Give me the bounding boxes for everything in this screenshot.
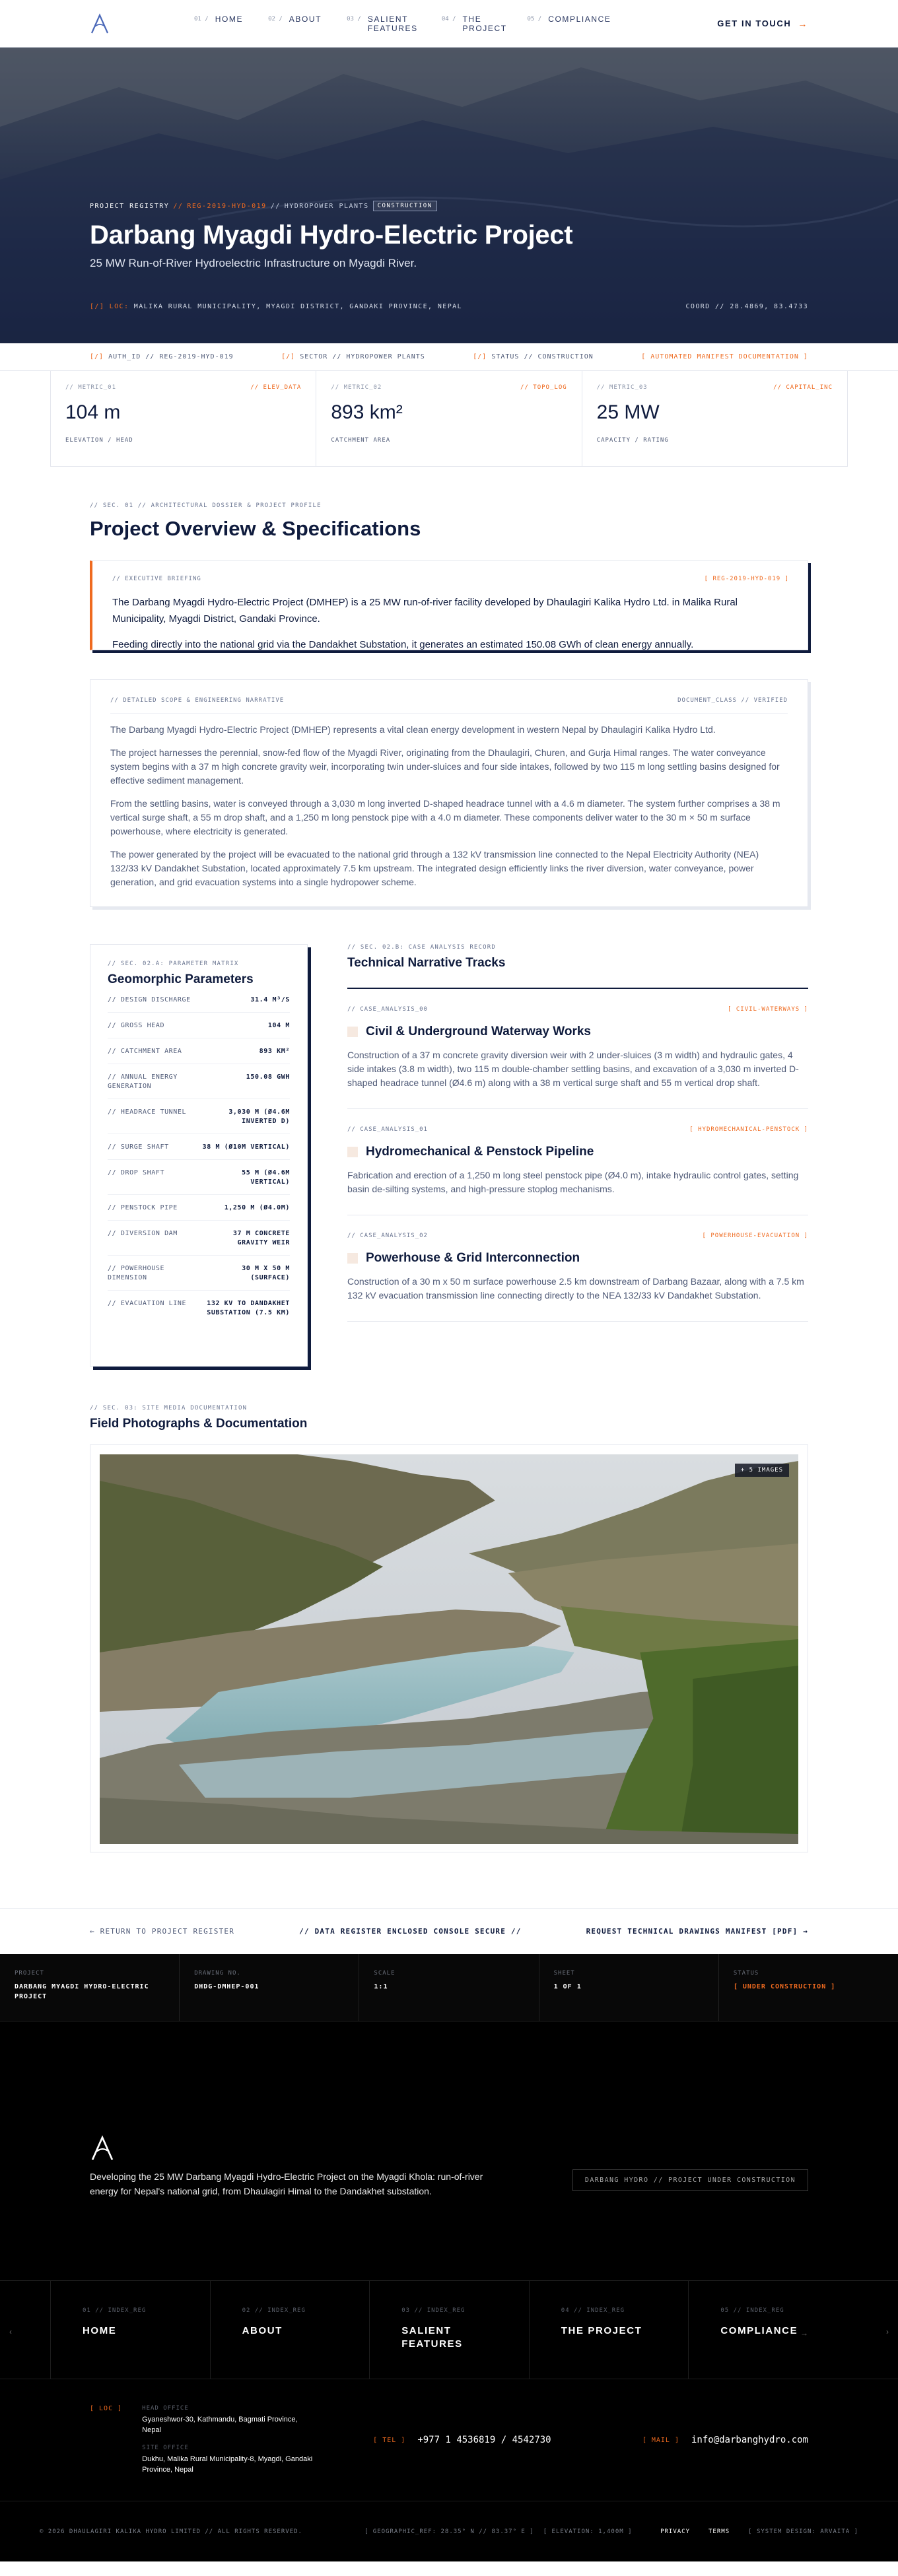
main-nav — [194, 14, 611, 33]
hero-location-bar — [90, 303, 808, 310]
nav-num: 04 / — [441, 15, 456, 22]
detail-paragraph: From the settling basins, water is conveyed through a 3,030 m long inverted D-shaped headrace tunnel with a 4.6 m diameter. The system further comprises a 38 m vertical surge shaft, a 55 m drop shaft, and a 1,250 m long penstock pipe with a 4.0 m diameter. These components deliver water to the 30 m × 50 m surface powerhouse, where electricity is generated. — [110, 798, 780, 836]
params-title: Geomorphic Parameters — [108, 972, 254, 986]
footer-bottom — [0, 2501, 898, 2561]
nav-about[interactable] — [268, 15, 322, 24]
footer-description: Developing the 25 MW Darbang Myagdi Hydro-Electric Project on the Myagdi Khola: run-of-river energy for Nepal's national grid, from Dhaulagiri Himal to the Dandakhet substation. — [90, 2171, 483, 2196]
footer-nav-label: SALIENT FEATURES — [401, 2325, 463, 2350]
sector-text: SECTOR // HYDROPOWER PLANTS — [300, 353, 425, 360]
param-value: 132 KV TO DANDAKHET SUBSTATION (7.5 KM) — [207, 1300, 290, 1316]
strip-key: SHEET — [553, 1970, 575, 1977]
param-key: // EVACUATION LINE — [108, 1300, 187, 1307]
mail-block — [642, 2435, 808, 2445]
footer-nav-label: HOME — [83, 2325, 117, 2336]
footer-nav — [0, 2280, 898, 2379]
hero-content — [90, 201, 808, 270]
footer-nav-label: COMPLIANCE — [720, 2325, 798, 2336]
track-text: Construction of a 37 m concrete gravity diversion weir with 2 under-sluices (3 m width) and hydraulic gates, 4 side intakes (3.8 m width), two 115 m double-chamber settling basins, and excavation of a 3,030 m inverted D-shaped headrace tunnel (Ø4.6 m) along with a 38 m vertical surge shaft and 55 m vertical drop shaft. — [347, 1050, 799, 1088]
elevation: [ ELEVATION: 1,400M ] — [543, 2528, 633, 2535]
hero-meta — [90, 201, 808, 211]
site-office-address: Dukhu, Malika Rural Municipality-8, Myagdi, Gandaki Province, Nepal — [142, 2455, 313, 2474]
phone-link[interactable]: +977 1 4536819 / 4542730 — [417, 2435, 551, 2445]
metrics-row — [50, 371, 848, 467]
param-value: 37 M CONCRETE GRAVITY WEIR — [232, 1230, 290, 1246]
metric-id: // METRIC_02 — [331, 384, 382, 391]
param-row — [108, 1064, 290, 1099]
param-value: 893 KM² — [259, 1048, 290, 1055]
copyright: © 2026 DHAULAGIRI KALIKA HYDRO LIMITED // ALL RIGHTS RESERVED. — [40, 2528, 302, 2535]
email-link[interactable]: info@darbanghydro.com — [691, 2435, 808, 2445]
metric-value: 25 MW — [596, 401, 660, 423]
square-icon — [347, 1027, 358, 1037]
image-count-badge[interactable]: + 5 IMAGES — [735, 1464, 789, 1477]
logo-icon[interactable] — [90, 2135, 115, 2161]
nav-num: 05 / — [527, 15, 542, 22]
nav-label: COMPLIANCE — [548, 14, 611, 24]
brief-id: [ REG-2019-HYD-019 ] — [704, 576, 789, 582]
param-key: // DROP SHAFT — [108, 1169, 165, 1176]
strip-value: DARBANG MYAGDI HYDRO-ELECTRIC PROJECT — [15, 1983, 149, 2000]
square-icon — [347, 1147, 358, 1157]
geographic-ref: [ GEOGRAPHIC_REF: 28.35° N // 83.37° E ] — [364, 2528, 534, 2535]
square-icon — [347, 1253, 358, 1264]
param-value: 150.08 GWH — [246, 1073, 290, 1081]
track-header — [347, 1006, 808, 1013]
track-tag: [ CIVIL-WATERWAYS ] — [728, 1006, 808, 1013]
strip-key: PROJECT — [15, 1970, 44, 1977]
footer-status-badge: DARBANG HYDRO // PROJECT UNDER CONSTRUCTION — [572, 2169, 808, 2191]
parameter-matrix — [90, 944, 308, 1367]
brief-tag: // EXECUTIVE BRIEFING — [112, 576, 201, 582]
section-tag: // SEC. 02.B: CASE ANALYSIS RECORD — [347, 944, 497, 951]
nav-label: THE PROJECT — [462, 14, 507, 33]
section-tag: // SEC. 03: SITE MEDIA DOCUMENTATION — [90, 1405, 248, 1411]
coordinates: COORD // 28.4869, 83.4733 — [685, 303, 808, 310]
track-item — [347, 1109, 808, 1215]
strip-key: DRAWING NO. — [194, 1970, 241, 1977]
chevron-right-icon: › — [886, 2327, 889, 2336]
overview-section — [0, 467, 898, 907]
param-row — [108, 1013, 290, 1038]
manifest-link[interactable]: [ AUTOMATED MANIFEST DOCUMENTATION ] — [641, 353, 808, 360]
nav-label: ABOUT — [289, 14, 322, 24]
request-drawings-link[interactable]: REQUEST TECHNICAL DRAWINGS MANIFEST [PDF] → — [586, 1927, 808, 1936]
section-tag: // SEC. 01 // ARCHITECTURAL DOSSIER & PROJECT PROFILE — [90, 502, 322, 509]
registry-label: PROJECT REGISTRY — [90, 202, 170, 210]
strip-cell — [719, 1954, 898, 2021]
track-title — [347, 1025, 808, 1039]
nav-num: 01 / — [194, 15, 209, 22]
nav-home[interactable] — [194, 15, 243, 24]
param-value: 31.4 M³/S — [250, 996, 290, 1003]
track-tag: [ HYDROMECHANICAL-PENSTOCK ] — [689, 1126, 808, 1133]
footer-nav-num: 01 // INDEX_REG — [83, 2307, 147, 2314]
strip-cell — [539, 1954, 719, 2021]
footer-nav-label: THE PROJECT — [561, 2325, 642, 2336]
metric-caption: ELEVATION / HEAD — [65, 437, 133, 444]
detail-paragraph: The project harnesses the perennial, snow-fed flow of the Myagdi River, originating from the Dhaulagiri, Churen, and Gurja Himal ranges. The water conveyance system begins with a 37 m high concrete gravity weir, incorporating twin under-sluices and four side intakes, followed by two 115 m long settling basins designed for effective sediment management. — [110, 747, 780, 786]
track-text: Fabrication and erection of a 1,250 m long steel penstock pipe (Ø4.0 m), intake hydraulic control gates, setting basin de-silting systems, and high-pressure stoplog mechanisms. — [347, 1170, 799, 1194]
photos-section — [0, 1405, 898, 1852]
executive-brief — [90, 560, 808, 650]
strip-key: SCALE — [374, 1970, 396, 1977]
address-block — [90, 2405, 314, 2475]
strip-value: DHDG-DMHEP-001 — [194, 1983, 259, 1990]
footer-intro — [0, 2021, 898, 2280]
track-title-text: Hydromechanical & Penstock Pipeline — [366, 1145, 594, 1159]
loc-tag: [/] LOC: — [90, 303, 129, 310]
brief-header — [112, 576, 789, 582]
metric-header — [331, 384, 567, 391]
param-row — [108, 1291, 290, 1325]
strip-value: 1:1 — [374, 1983, 388, 1990]
photo-gallery[interactable] — [90, 1444, 808, 1852]
track-header — [347, 1233, 808, 1239]
metric-tag: // TOPO_LOG — [520, 384, 567, 391]
footer-nav-num: 04 // INDEX_REG — [561, 2307, 625, 2314]
metric-card — [582, 371, 847, 466]
arrow-right-icon: → — [798, 18, 808, 29]
param-row — [108, 1221, 290, 1256]
site-photo[interactable] — [100, 1454, 798, 1844]
track-title-text: Powerhouse & Grid Interconnection — [366, 1251, 580, 1265]
brief-paragraph: The Darbang Myagdi Hydro-Electric Project (DMHEP) is a 25 MW run-of-river facility developed by Dhaulagiri Kalika Hydro Ltd. in Malika Rural Municipality, Myagdi District, Gandaki Province. — [112, 597, 738, 625]
param-row — [108, 1134, 290, 1160]
metric-caption: CATCHMENT AREA — [331, 437, 391, 444]
separator: // — [173, 202, 184, 210]
param-row — [108, 1038, 290, 1064]
param-row — [108, 1160, 290, 1195]
metric-card — [51, 371, 316, 466]
privacy-link[interactable]: PRIVACY — [660, 2528, 691, 2535]
strip-key: STATUS — [733, 1970, 759, 1977]
param-row — [108, 987, 290, 1013]
footer-nav-compliance[interactable] — [688, 2281, 848, 2379]
detail-header — [110, 697, 788, 714]
metric-id: // METRIC_01 — [65, 384, 117, 391]
addresses — [142, 2405, 314, 2475]
logo-icon[interactable] — [90, 13, 110, 34]
location — [90, 303, 462, 310]
strip-value: 1 OF 1 — [553, 1983, 582, 1990]
terms-link[interactable]: TERMS — [708, 2528, 730, 2535]
metric-value: 104 m — [65, 401, 121, 423]
param-value: 104 M — [267, 1022, 290, 1029]
tracks-title: Technical Narrative Tracks — [347, 956, 808, 989]
metric-id: // METRIC_03 — [596, 384, 648, 391]
head-office-address: Gyaneshwor-30, Kathmandu, Bagmati Province, Nepal — [142, 2416, 298, 2434]
cta-label: GET IN TOUCH — [717, 18, 792, 28]
site-office-label: SITE OFFICE — [142, 2445, 189, 2451]
brief-paragraph: Feeding directly into the national grid via the Dandakhet Substation, it generates an estimated 150.08 GWh of clean energy annually. — [112, 639, 694, 650]
param-key: // POWERHOUSE DIMENSION — [108, 1265, 165, 1281]
param-value: 30 M X 50 M (SURFACE) — [242, 1265, 290, 1281]
loc-tag: [ LOC ] — [90, 2405, 123, 2412]
chevron-left-icon: ‹ — [9, 2327, 12, 2336]
strip-value: [ UNDER CONSTRUCTION ] — [733, 1983, 836, 1990]
nav-salient-features[interactable] — [347, 15, 417, 33]
nav-compliance[interactable] — [527, 14, 611, 24]
category-label: HYDROPOWER PLANTS — [284, 202, 369, 210]
hero — [0, 48, 898, 343]
metric-header — [597, 384, 833, 391]
auth-id — [90, 353, 234, 360]
page-title: Darbang Myagdi Hydro-Electric Project — [90, 220, 573, 250]
detail-tag: // DETAILED SCOPE & ENGINEERING NARRATIVE — [110, 697, 285, 704]
param-key: // PENSTOCK PIPE — [108, 1204, 178, 1211]
param-value: 38 M (Ø10M VERTICAL) — [202, 1143, 290, 1151]
section-tag: // SEC. 02.A: PARAMETER MATRIX — [108, 961, 239, 967]
param-key: // SURGE SHAFT — [108, 1143, 169, 1151]
status — [473, 353, 594, 360]
footer-nav-label: ABOUT — [242, 2325, 283, 2336]
param-value: 1,250 M (Ø4.0M) — [224, 1204, 290, 1211]
track-title — [347, 1251, 808, 1266]
metric-card — [316, 371, 582, 466]
return-to-register-link[interactable]: ← RETURN TO PROJECT REGISTER — [90, 1927, 235, 1936]
track-item — [347, 1215, 808, 1322]
track-id: // CASE_ANALYSIS_01 — [347, 1126, 428, 1133]
track-item — [347, 989, 808, 1109]
nav-num: 03 / — [347, 15, 361, 22]
footer-nav-about[interactable] — [210, 2281, 370, 2379]
narrative-tracks — [347, 944, 808, 1367]
metric-caption: CAPACITY / RATING — [596, 437, 669, 444]
sector — [281, 353, 425, 360]
nav-the-project[interactable] — [441, 14, 507, 33]
footer-nav-num: 02 // INDEX_REG — [242, 2307, 306, 2314]
nav-num: 02 / — [268, 15, 283, 22]
footer-nav-the-project[interactable] — [529, 2281, 689, 2379]
status-text: STATUS // CONSTRUCTION — [491, 353, 594, 360]
location-text: MALIKA RURAL MUNICIPALITY, MYAGDI DISTRICT, GANDAKI PROVINCE, NEPAL — [133, 303, 462, 310]
param-row — [108, 1256, 290, 1291]
photos-title: Field Photographs & Documentation — [90, 1417, 308, 1431]
get-in-touch-button[interactable] — [717, 18, 808, 29]
phone-block — [373, 2435, 551, 2445]
param-key: // CATCHMENT AREA — [108, 1048, 182, 1055]
strip-cell — [0, 1954, 180, 2021]
technical-section — [0, 944, 898, 1367]
status-badge: CONSTRUCTION — [373, 201, 437, 211]
detail-paragraph: The power generated by the project will be evacuated to the national grid through a 132 kV transmission line connected to the Nepal Electricity Authority (NEA) 132/33 kV Dandakhet Substation, located approximately 7.5 km upstream. The integrated design efficiently links the river diversion, water conveyance, power generation, and grid evacuation systems into a single hydropower scheme. — [110, 849, 759, 887]
footer-nav-num: 03 // INDEX_REG — [401, 2307, 466, 2314]
tag: [/] — [281, 353, 296, 360]
strip-cell — [180, 1954, 359, 2021]
site-header — [0, 0, 898, 48]
auth-text: AUTH_ID // REG-2019-HYD-019 — [108, 353, 234, 360]
param-value: 55 M (Ø4.6M VERTICAL) — [242, 1169, 290, 1186]
head-office-label: HEAD OFFICE — [142, 2405, 189, 2412]
hero-background — [0, 48, 898, 343]
track-title-text: Civil & Underground Waterway Works — [366, 1025, 591, 1038]
detailed-scope — [90, 679, 808, 907]
legal-links — [660, 2528, 858, 2535]
footer-contact — [0, 2379, 898, 2501]
arrow-icon: → — [800, 2328, 808, 2338]
metric-tag: // ELEV_DATA — [250, 384, 302, 391]
detail-paragraph: The Darbang Myagdi Hydro-Electric Project (DMHEP) represents a vital clean energy development in western Nepal by Dhaulagiri Kalika Hydro Ltd. — [110, 724, 716, 735]
tag: [/] — [473, 353, 487, 360]
track-text: Construction of a 30 m x 50 m surface powerhouse 2.5 km downstream of Darbang Bazaar, along with a 7.5 km 132 kV evacuation transmission line connecting directly to the NEA 132/33 kV Dandakhet Substation. — [347, 1276, 804, 1301]
param-row — [108, 1195, 290, 1221]
section-title: Project Overview & Specifications — [90, 517, 421, 540]
footer-nav-salient-features[interactable] — [369, 2281, 529, 2379]
track-title — [347, 1145, 808, 1159]
track-id: // CASE_ANALYSIS_00 — [347, 1006, 428, 1013]
tag: [/] — [90, 353, 104, 360]
param-key: // HEADRACE TUNNEL — [108, 1108, 187, 1116]
track-header — [347, 1126, 808, 1133]
footer-nav-home[interactable] — [50, 2281, 210, 2379]
param-key: // DESIGN DISCHARGE — [108, 996, 191, 1003]
strip-cell — [359, 1954, 539, 2021]
metric-header — [65, 384, 301, 391]
separator: // — [270, 202, 281, 210]
document-class: DOCUMENT_CLASS // VERIFIED — [677, 697, 788, 704]
console-label: // DATA REGISTER ENCLOSED CONSOLE SECURE // — [299, 1927, 522, 1936]
mail-tag: [ MAIL ] — [642, 2436, 679, 2444]
geo-info — [364, 2528, 633, 2535]
metric-value: 893 km² — [331, 401, 403, 423]
system-design: [ SYSTEM DESIGN: ARVAITA ] — [748, 2528, 858, 2535]
registry-id: REG-2019-HYD-019 — [187, 202, 267, 210]
param-row — [108, 1099, 290, 1134]
param-value: 3,030 M (Ø4.6M INVERTED D) — [228, 1108, 290, 1125]
tel-tag: [ TEL ] — [373, 2436, 406, 2444]
metric-tag: // CAPITAL_INC — [773, 384, 833, 391]
track-id: // CASE_ANALYSIS_02 — [347, 1233, 428, 1239]
param-key: // DIVERSION DAM — [108, 1230, 178, 1237]
footer-nav-num: 05 // INDEX_REG — [720, 2307, 784, 2314]
registry-bar — [0, 343, 898, 371]
nav-label: HOME — [215, 14, 244, 24]
track-tag: [ POWERHOUSE-EVACUATION ] — [702, 1233, 808, 1239]
register-links — [0, 1908, 898, 1954]
param-key: // ANNUAL ENERGY GENERATION — [108, 1073, 178, 1090]
nav-label: SALIENT FEATURES — [367, 14, 418, 33]
drawing-info-strip — [0, 1954, 898, 2021]
param-key: // GROSS HEAD — [108, 1022, 165, 1029]
page-subtitle: 25 MW Run-of-River Hydroelectric Infrastructure on Myagdi River. — [90, 257, 417, 269]
